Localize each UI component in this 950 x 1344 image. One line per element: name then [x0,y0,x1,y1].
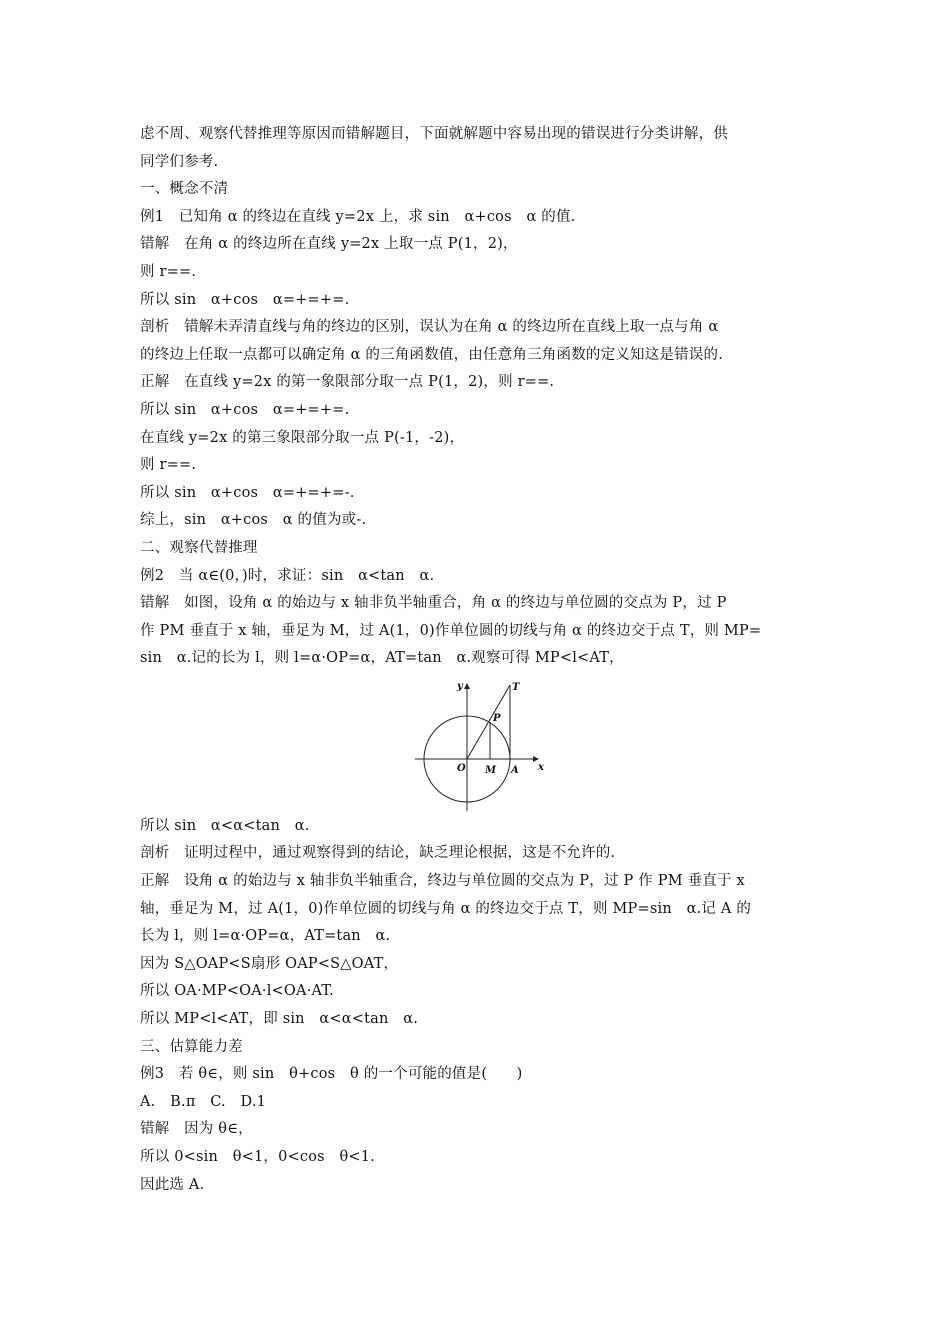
text-line: 作 PM 垂直于 x 轴，垂足为 M，过 A(1，0)作单位圆的切线与角 α 的终边交于点 T，则 MP= [140,622,762,639]
text-line: 所以 0<sin θ<1，0<cos θ<1. [140,1149,375,1165]
label-p: P [493,712,501,724]
text-line: 例3 若 θ∈，则 sin θ+cos θ 的一个可能的值是( ) [140,1066,523,1083]
y-axis-arrow-icon [464,683,470,689]
text-line: A. B.π C. D.1 [140,1093,267,1110]
text-line: 错解 在角 α 的终边所在直线 y=2x 上取一点 P(1，2)， [140,236,518,253]
text-line: 虑不周、观察代替推理等原因而错解题目，下面就解题中容易出现的错误进行分类讲解，供 [140,126,728,142]
text-line: 错解 如图，设角 α 的始边与 x 轴非负半轴重合，角 α 的终边与单位圆的交点为 P，过 P [140,595,727,612]
text-line: 轴，垂足为 M，过 A(1，0)作单位圆的切线与角 α 的终边交于点 T，则 MP=sin α.记 A 的 [140,900,752,917]
unit-circle-figure [140,677,812,811]
text-line: 剖析 错解未弄清直线与角的终边的区别，误认为在角 α 的终边所在直线上取一点与角 α [140,319,719,336]
text-line: 例2 当 α∈(0，)时，求证：sin α<tan α. [140,567,435,584]
text-line: 剖析 证明过程中，通过观察得到的结论，缺乏理论根据，这是不允许的. [140,845,616,862]
text-line: 综上，sin α+cos α 的值为或-. [140,512,367,529]
text-block-bottom [140,813,812,1199]
text-line: 正解 在直线 y=2x 的第一象限部分取一点 P(1，2)，则 r==. [140,374,555,391]
label-m: M [485,764,497,776]
text-line: 正解 设角 α 的始边与 x 轴非负半轴重合，终边与单位圆的交点为 P，过 P 作 PM 垂直于 x [140,873,745,890]
document-page [140,121,812,1199]
section-heading: 一、概念不清 [140,181,229,198]
text-line: 所以 MP<l<AT，即 sin α<α<tan α. [140,1011,419,1028]
section-heading: 三、估算能力差 [140,1038,243,1055]
text-line: 则 r==. [140,457,197,474]
text-line: 长为 l，则 l=α·OP=α，AT=tan α. [140,928,391,945]
label-o: O [457,762,466,774]
text-line: 则 r==. [140,263,197,280]
label-t: T [512,681,520,693]
text-line: 的终边上任取一点都可以确定角 α 的三角函数值，由任意角三角函数的定义知这是错误的. [140,346,724,363]
text-line: 因此选 A. [140,1176,205,1193]
text-line: 所以 sin α+cos α=+=+=. [140,401,350,418]
section-heading: 二、观察代替推理 [140,539,258,556]
text-line: 同学们参考. [140,153,219,170]
text-line: 所以 sin α+cos α=+=+=. [140,291,350,308]
label-a: A [511,764,519,776]
text-line: 所以 sin α<α<tan α. [140,817,310,834]
text-line: 所以 OA·MP<OA·l<OA·AT. [140,983,334,1000]
text-line: 例1 已知角 α 的终边在直线 y=2x 上，求 sin α+cos α 的值. [140,208,576,225]
text-line: 因为 S△OAP<S扇形 OAP<S△OAT， [140,955,399,972]
text-line: sin α.记的长为 l，则 l=α·OP=α，AT=tan α.观察可得 MP<l<AT， [140,650,624,667]
label-y: y [457,680,463,692]
text-block-top [140,121,812,673]
unit-circle-diagram [415,677,545,811]
terminal-side-line [467,685,510,759]
text-line: 在直线 y=2x 的第三象限部分取一点 P(-1，-2)， [140,429,465,446]
text-line: 所以 sin α+cos α=+=+=-. [140,484,355,501]
text-line: 错解 因为 θ∈， [140,1121,253,1138]
label-x: x [538,761,544,773]
